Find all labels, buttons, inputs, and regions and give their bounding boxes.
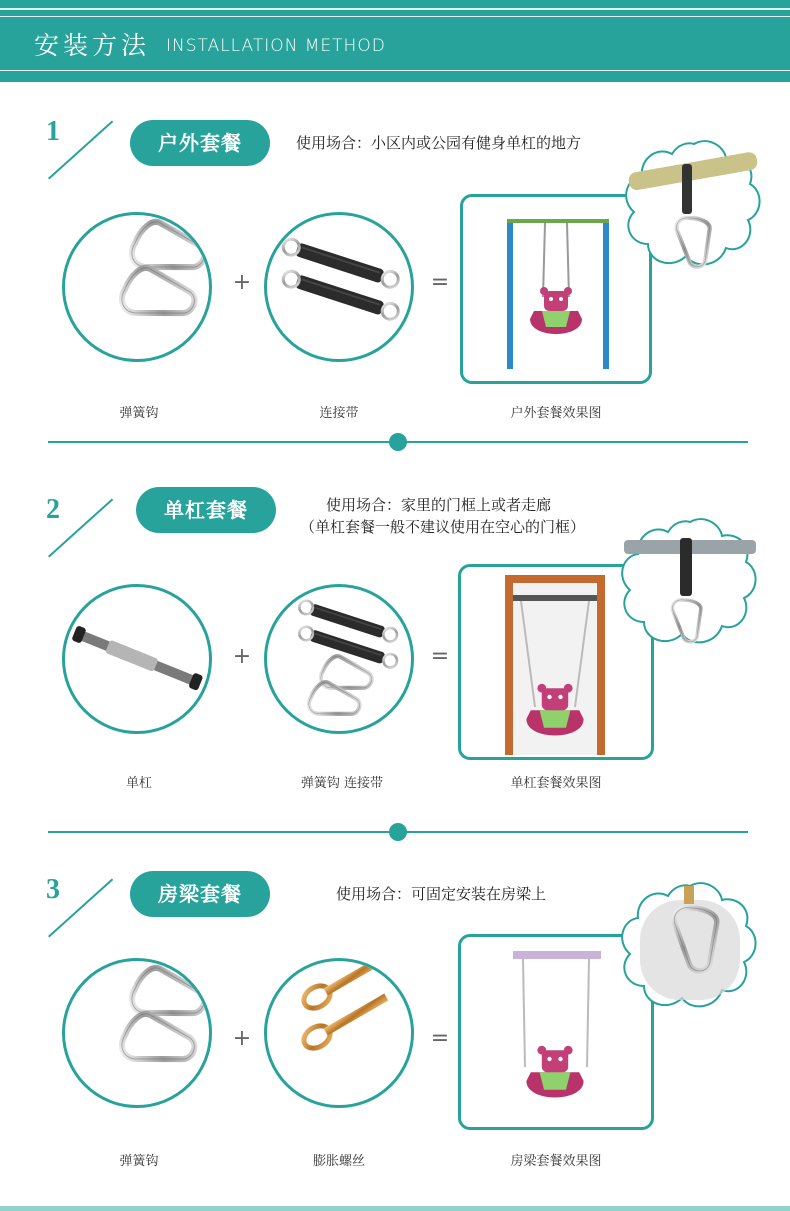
plus-sign: +: [232, 270, 252, 295]
strap-pair-icon: [267, 215, 411, 359]
result-caption: 房梁套餐效果图: [510, 1154, 602, 1169]
item-strap-carabiner-circle: [264, 584, 414, 734]
plus-sign: +: [232, 644, 252, 669]
plus-sign: +: [232, 1026, 252, 1051]
equals-sign: =: [430, 644, 450, 669]
ceiling-hook-closeup-icon: [620, 880, 760, 1020]
usage-text: 使用场合：小区内或公园有健身单杠的地方: [296, 134, 582, 152]
equals-sign: =: [430, 270, 450, 295]
step-number: 1: [46, 116, 60, 147]
item-caption: 弹簧钩: [119, 1154, 159, 1169]
divider-dot: [389, 823, 407, 841]
item-strap-circle: [264, 212, 414, 362]
result-caption: 户外套餐效果图: [510, 406, 602, 421]
bar-hook-closeup-icon: [624, 138, 764, 278]
package-label: 户外套餐: [130, 120, 270, 166]
item-caption: 连接带: [319, 406, 359, 421]
header-title-cn: 安装方法: [34, 31, 151, 60]
item-carabiner-circle: [62, 958, 212, 1108]
bottom-bar: [0, 1206, 790, 1211]
package-label: 单杠套餐: [136, 487, 276, 533]
item-caption: 弹簧钩 连接带: [300, 776, 384, 791]
usage-text: 使用场合：家里的门框上或者走廊: [326, 496, 552, 514]
pull-up-bar-icon: [65, 587, 209, 731]
bar-strap-closeup-icon: [620, 516, 760, 656]
item-caption: 膨胀螺丝: [312, 1154, 365, 1169]
item-caption: 弹簧钩: [119, 406, 159, 421]
header-title-en: INSTALLATION METHOD: [166, 36, 386, 56]
outdoor-swing-icon: [463, 197, 649, 381]
usage-note: （单杠套餐一般不建议使用在空心的门框）: [300, 518, 586, 536]
package-label: 房梁套餐: [130, 871, 270, 917]
equals-sign: =: [430, 1026, 450, 1051]
item-carabiner-circle: [62, 212, 212, 362]
item-caption: 单杠: [125, 776, 152, 791]
strap-carabiner-set-icon: [267, 587, 411, 731]
step-number: 3: [46, 874, 60, 905]
header-top-line-thin: [0, 16, 790, 17]
item-bolt-circle: [264, 958, 414, 1108]
step-number: 2: [46, 494, 60, 525]
carabiner-pair-icon: [65, 961, 209, 1105]
carabiner-pair-icon: [65, 215, 209, 359]
usage-text: 使用场合：可固定安装在房梁上: [336, 885, 547, 903]
header-top-line: [0, 8, 790, 10]
header-bottom-line: [0, 70, 790, 71]
expansion-bolt-icon: [267, 961, 411, 1105]
result-caption: 单杠套餐效果图: [510, 776, 602, 791]
divider-dot: [389, 433, 407, 451]
item-bar-circle: [62, 584, 212, 734]
